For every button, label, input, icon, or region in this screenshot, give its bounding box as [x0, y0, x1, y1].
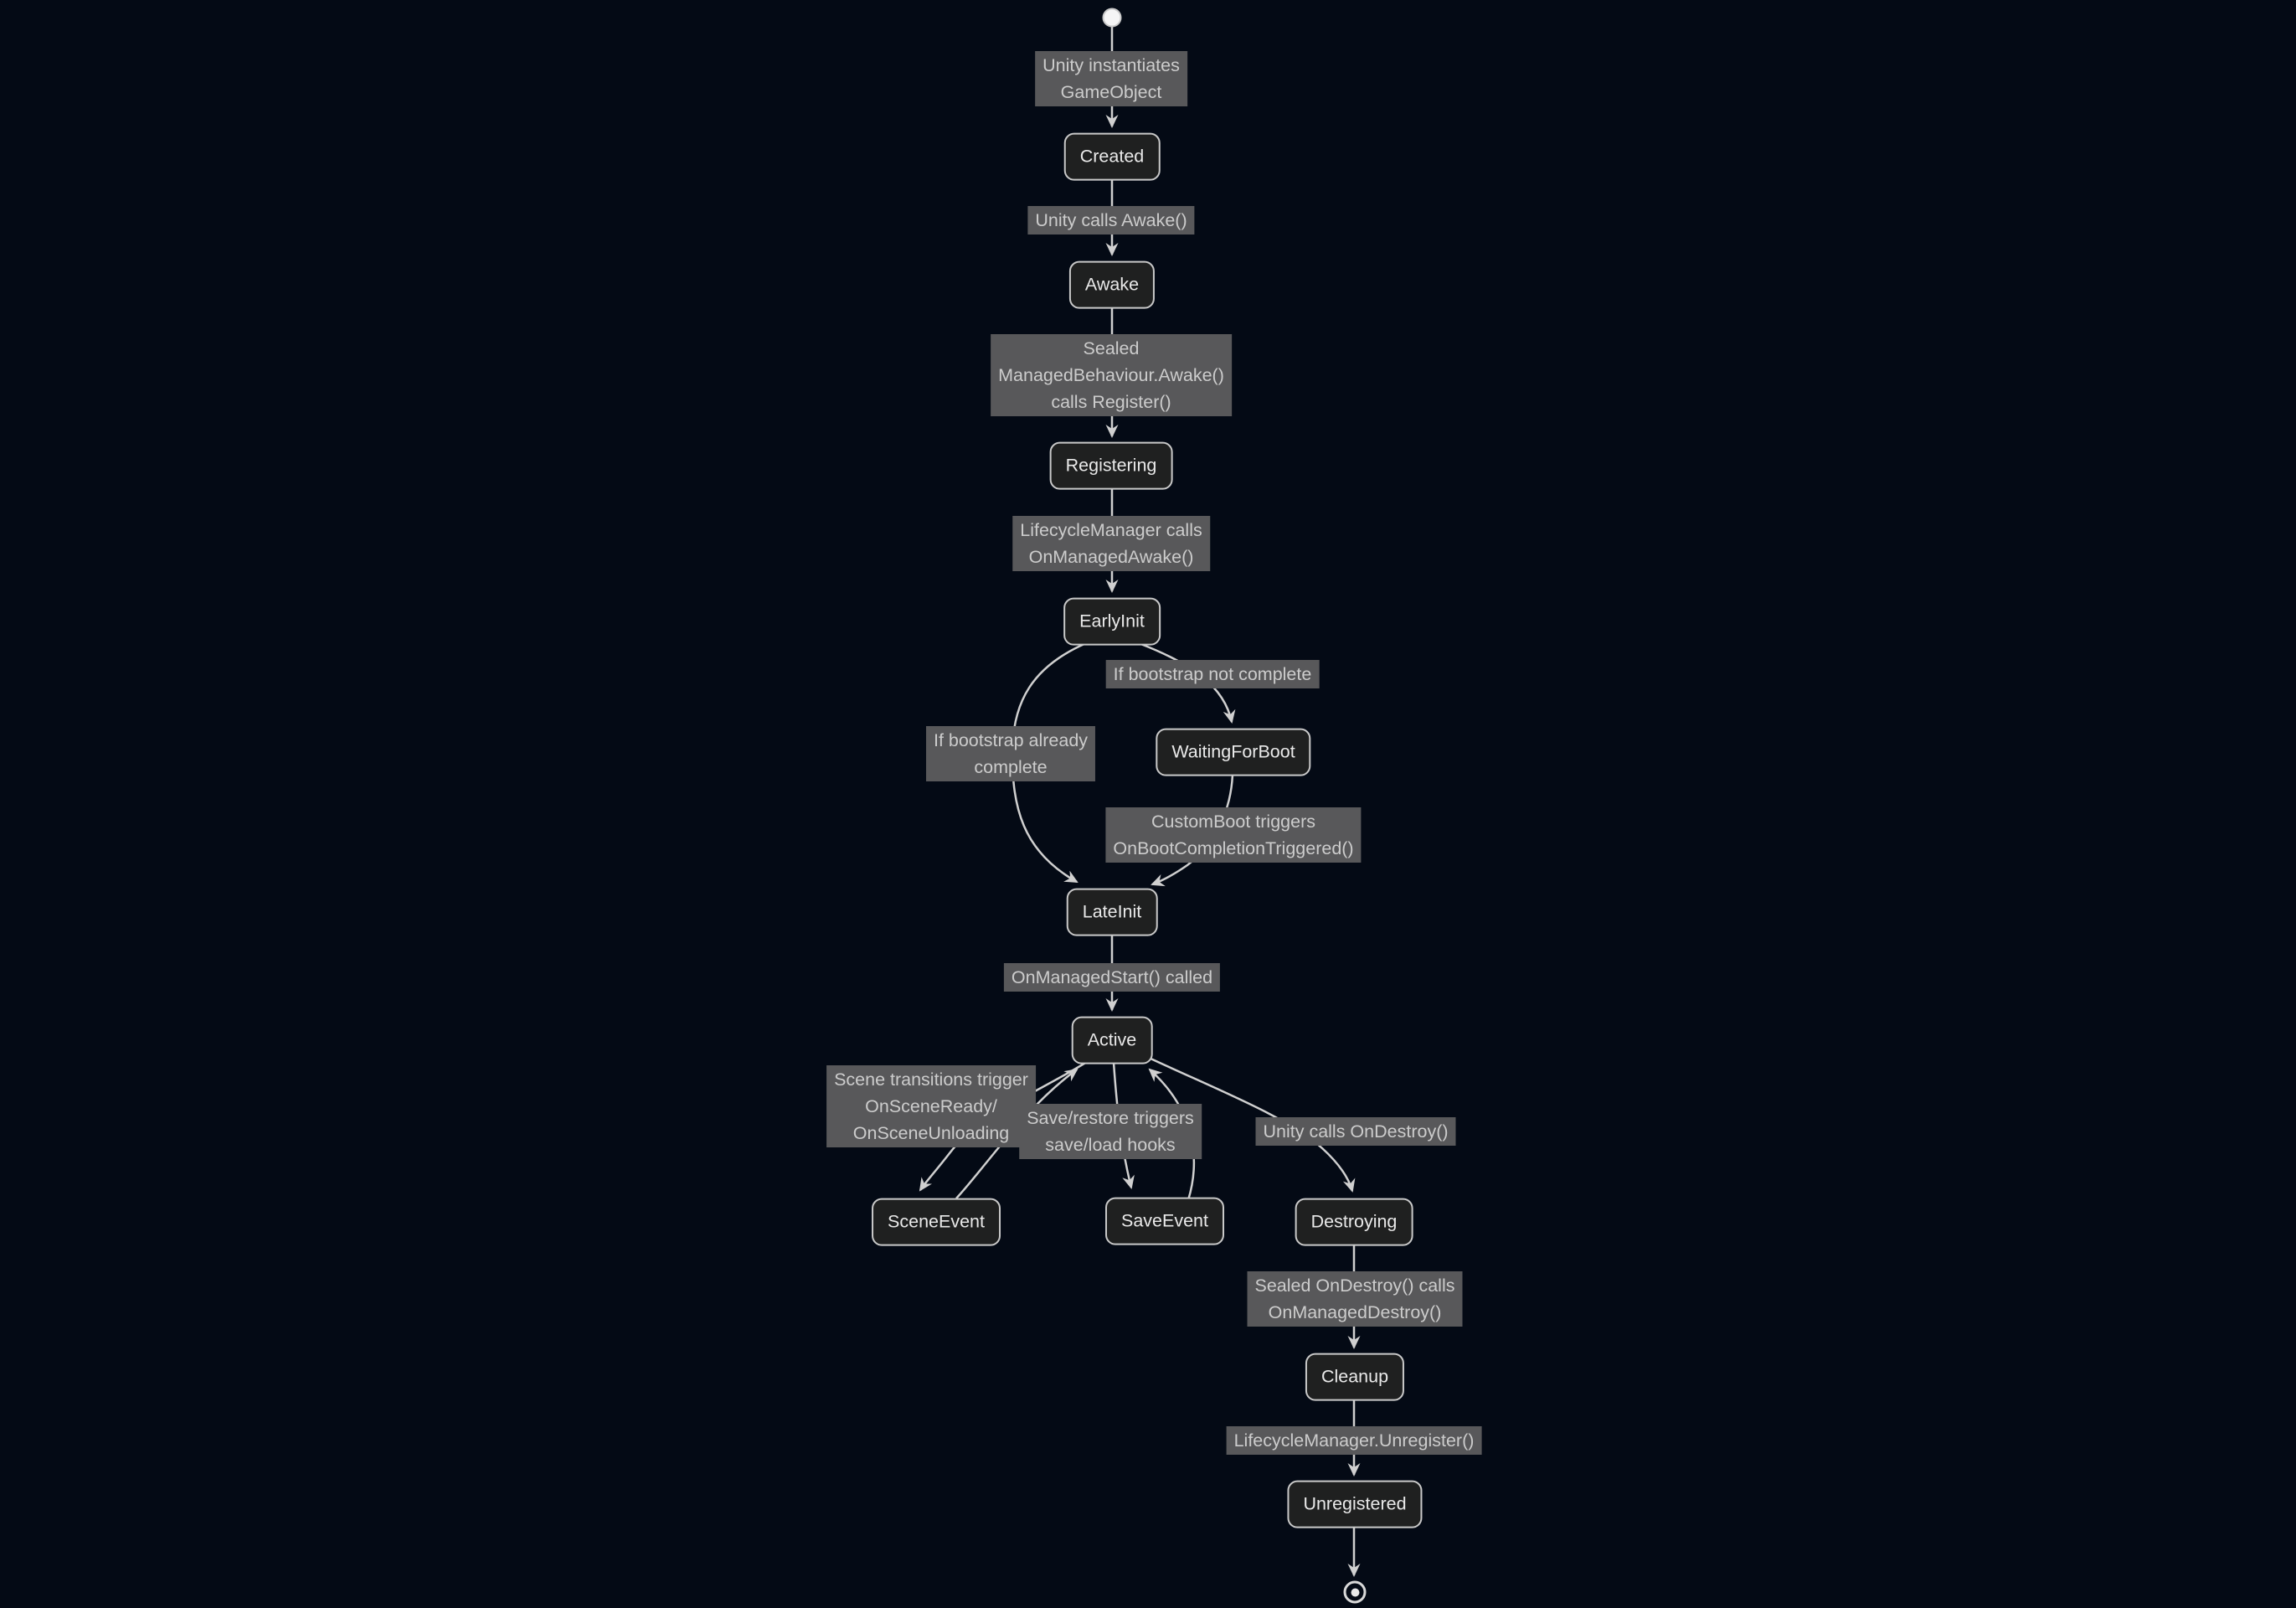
transition-label-customboot	[1105, 807, 1361, 863]
state-created: Created	[1064, 133, 1161, 181]
transition-label-scene-transitions	[826, 1065, 1036, 1147]
transition-label-line: OnBootCompletionTriggered()	[1113, 838, 1354, 858]
state-waitingforboot: WaitingForBoot	[1156, 729, 1310, 776]
transition-label-line: LifecycleManager calls	[1020, 520, 1202, 540]
transition-label-managed-start	[1004, 963, 1220, 992]
transition-label-sealed-awake	[991, 334, 1232, 416]
state-cleanup: Cleanup	[1305, 1353, 1404, 1401]
state-awake: Awake	[1069, 261, 1155, 309]
state-saveevent: SaveEvent	[1105, 1198, 1224, 1245]
transition-label-awake-call	[1027, 206, 1194, 234]
transition-label-line: GameObject	[1060, 82, 1162, 102]
transition-label-boot-not-complete	[1106, 660, 1320, 688]
transition-label-line: CustomBoot triggers	[1151, 812, 1315, 832]
transition-label-line: OnSceneReady/	[865, 1096, 997, 1116]
state-registering: Registering	[1050, 442, 1173, 490]
state-active: Active	[1072, 1017, 1153, 1064]
transition-label-line: save/load hooks	[1045, 1135, 1176, 1155]
transition-label-line: OnManagedDestroy()	[1268, 1302, 1442, 1322]
transition-label-line: If bootstrap already	[933, 730, 1089, 750]
transition-label-ondestroy-call	[1255, 1117, 1455, 1146]
transition-label-line: If bootstrap not complete	[1113, 664, 1312, 684]
transition-label-line: Sealed	[1083, 338, 1140, 358]
state-earlyinit: EarlyInit	[1063, 598, 1161, 646]
transition-label-line: LifecycleManager.Unregister()	[1233, 1430, 1475, 1451]
transition-label-boot-complete	[926, 726, 1095, 781]
transition-label-line: OnManagedAwake()	[1028, 547, 1194, 567]
transition-label-line: Unity instantiates	[1042, 55, 1180, 75]
transition-label-line: Sealed OnDestroy() calls	[1254, 1276, 1455, 1296]
transition-label-instantiate	[1035, 51, 1187, 106]
transition-label-sealed-ondestroy	[1248, 1271, 1463, 1327]
transition-label-line: OnSceneUnloading	[852, 1123, 1010, 1143]
state-destroying: Destroying	[1295, 1198, 1413, 1246]
state-unregistered: Unregistered	[1287, 1481, 1422, 1528]
transition-label-unregister	[1227, 1426, 1482, 1455]
state-sceneevent: SceneEvent	[872, 1198, 1001, 1246]
transition-label-line: complete	[974, 757, 1048, 777]
start-state-icon	[1103, 8, 1122, 28]
transition-label-line: Unity calls Awake()	[1035, 210, 1187, 230]
transition-label-save-restore	[1019, 1104, 1202, 1159]
state-lateinit: LateInit	[1067, 889, 1158, 936]
transition-label-lifecycle-awake	[1012, 516, 1210, 571]
transition-label-line: ManagedBehaviour.Awake()	[998, 365, 1224, 385]
final-state-icon	[1344, 1581, 1367, 1604]
transition-label-line: calls Register()	[1051, 392, 1171, 412]
transition-label-line: OnManagedStart() called	[1011, 967, 1213, 987]
transition-label-line: Save/restore triggers	[1027, 1108, 1194, 1128]
transition-label-line: Scene transitions trigger	[834, 1069, 1028, 1090]
final-state-inner-dot	[1351, 1588, 1359, 1596]
transition-label-line: Unity calls OnDestroy()	[1263, 1121, 1449, 1142]
